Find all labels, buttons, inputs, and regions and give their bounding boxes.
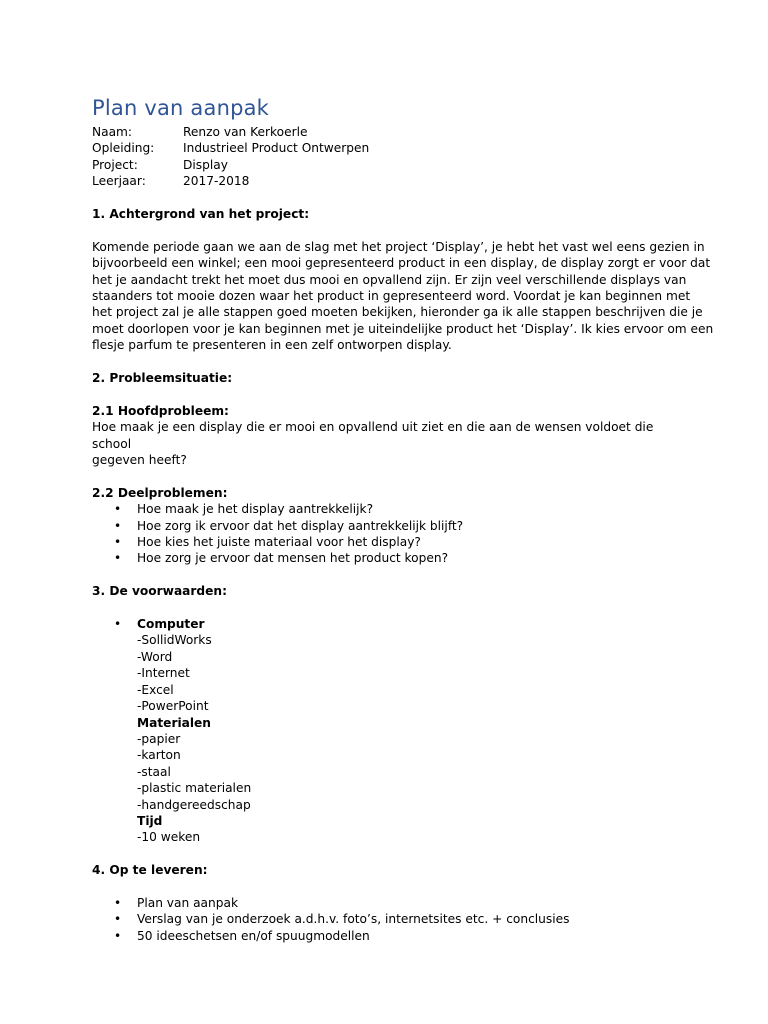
bullet-icon: •	[114, 518, 122, 533]
list-item-text: Verslag van je onderzoek a.d.h.v. foto’s, internetsites etc. + conclusies	[137, 912, 570, 927]
meta-key: Opleiding:	[92, 141, 155, 156]
list-subitem: -Word	[137, 649, 173, 664]
list-subitem: -10 weken	[137, 830, 201, 845]
list-item-text: 50 ideeschetsen en/of spuugmodellen	[137, 928, 370, 943]
list-subitem: -karton	[137, 748, 181, 763]
paragraph-line: Komende periode gaan we aan de slag met het project ‘Display’, je hebt het vast wel eens gezien in	[92, 239, 705, 254]
paragraph-line: het je aandacht trekt het moet dus mooi en opvallend zijn. Er zijn veel verschillende displays van	[92, 272, 687, 287]
paragraph-line: gegeven heeft?	[92, 453, 187, 468]
list-item	[92, 911, 682, 927]
bullet-icon: •	[114, 551, 122, 566]
list-item	[92, 534, 682, 550]
list-subitem: -Excel	[137, 682, 174, 697]
meta-row-project	[92, 157, 682, 173]
list-item-text: Hoe maak je het display aantrekkelijk?	[137, 502, 374, 517]
bullet-icon: •	[114, 895, 122, 910]
paragraph-line: moet doorlopen voor je kan beginnen met je uiteindelijke product het ‘Display’. Ik kies ervoor om een	[92, 321, 714, 336]
list-item	[92, 501, 682, 517]
deelproblemen-list	[92, 501, 682, 567]
list-item	[92, 895, 682, 911]
voorwaarden-list	[92, 616, 682, 846]
meta-row-naam	[92, 124, 682, 140]
meta-value: Display	[183, 157, 228, 172]
section-heading-probleemsituatie: 2. Probleemsituatie:	[92, 371, 233, 386]
list-item-text: Hoe zorg ik ervoor dat het display aantrekkelijk blijft?	[137, 518, 464, 533]
list-item-text: Plan van aanpak	[137, 895, 239, 910]
group-label-tijd: Tijd	[137, 813, 163, 828]
op-te-leveren-list	[92, 895, 682, 944]
bullet-icon: •	[114, 912, 122, 927]
list-item	[92, 550, 682, 566]
list-subitem: -SollidWorks	[137, 633, 212, 648]
meta-value: 2017-2018	[183, 174, 250, 189]
section-heading-voorwaarden: 3. De voorwaarden:	[92, 584, 227, 599]
meta-row-opleiding	[92, 140, 682, 156]
meta-value: Industrieel Product Ontwerpen	[183, 141, 370, 156]
list-subitem: -PowerPoint	[137, 699, 209, 714]
subheading-deelproblemen: 2.2 Deelproblemen:	[92, 485, 228, 500]
list-item	[92, 518, 682, 534]
list-item-text: Hoe kies het juiste materiaal voor het display?	[137, 535, 421, 550]
section-heading-op-te-leveren: 4. Op te leveren:	[92, 863, 208, 878]
paragraph-line: staanders tot mooie dozen waar het product in gepresenteerd word. Voordat je kan beginnen met	[92, 289, 691, 304]
meta-row-leerjaar	[92, 173, 682, 189]
paragraph-line: Hoe maak je een display die er mooi en opvallend uit ziet en die aan de wensen voldoet die school	[92, 420, 654, 451]
list-subitem: -Internet	[137, 666, 190, 681]
meta-key: Leerjaar:	[92, 174, 146, 189]
meta-key: Naam:	[92, 125, 133, 139]
bullet-icon: •	[114, 535, 122, 550]
paragraph-achtergrond	[92, 239, 714, 354]
meta-key: Project:	[92, 157, 138, 172]
list-item	[92, 616, 682, 846]
bullet-icon: •	[114, 928, 122, 943]
list-subitem: -staal	[137, 764, 171, 779]
list-subitem: -papier	[137, 731, 181, 746]
paragraph-line: flesje parfum te presenteren in een zelf ontworpen display.	[92, 338, 452, 353]
group-label-materialen: Materialen	[137, 715, 211, 730]
document-title: Plan van aanpak	[92, 96, 270, 120]
subheading-hoofdprobleem: 2.1 Hoofdprobleem:	[92, 403, 229, 418]
document-body	[92, 124, 714, 944]
list-subitem: -plastic materialen	[137, 781, 252, 796]
group-label-computer: Computer	[137, 617, 205, 632]
bullet-icon: •	[114, 617, 122, 632]
section-heading-achtergrond: 1. Achtergrond van het project:	[92, 207, 310, 222]
list-subitem: -handgereedschap	[137, 797, 251, 812]
list-item	[92, 928, 682, 944]
bullet-icon: •	[114, 502, 122, 517]
list-item-text: Hoe zorg je ervoor dat mensen het product kopen?	[137, 551, 449, 566]
paragraph-line: bijvoorbeeld een winkel; een mooi gepresenteerd product in een display, de display zorgt er voor dat	[92, 256, 711, 271]
paragraph-line: het project zal je alle stappen goed moeten bekijken, hieronder ga ik alle stappen beschrijven die je	[92, 305, 703, 320]
meta-value: Renzo van Kerkoerle	[183, 125, 308, 139]
